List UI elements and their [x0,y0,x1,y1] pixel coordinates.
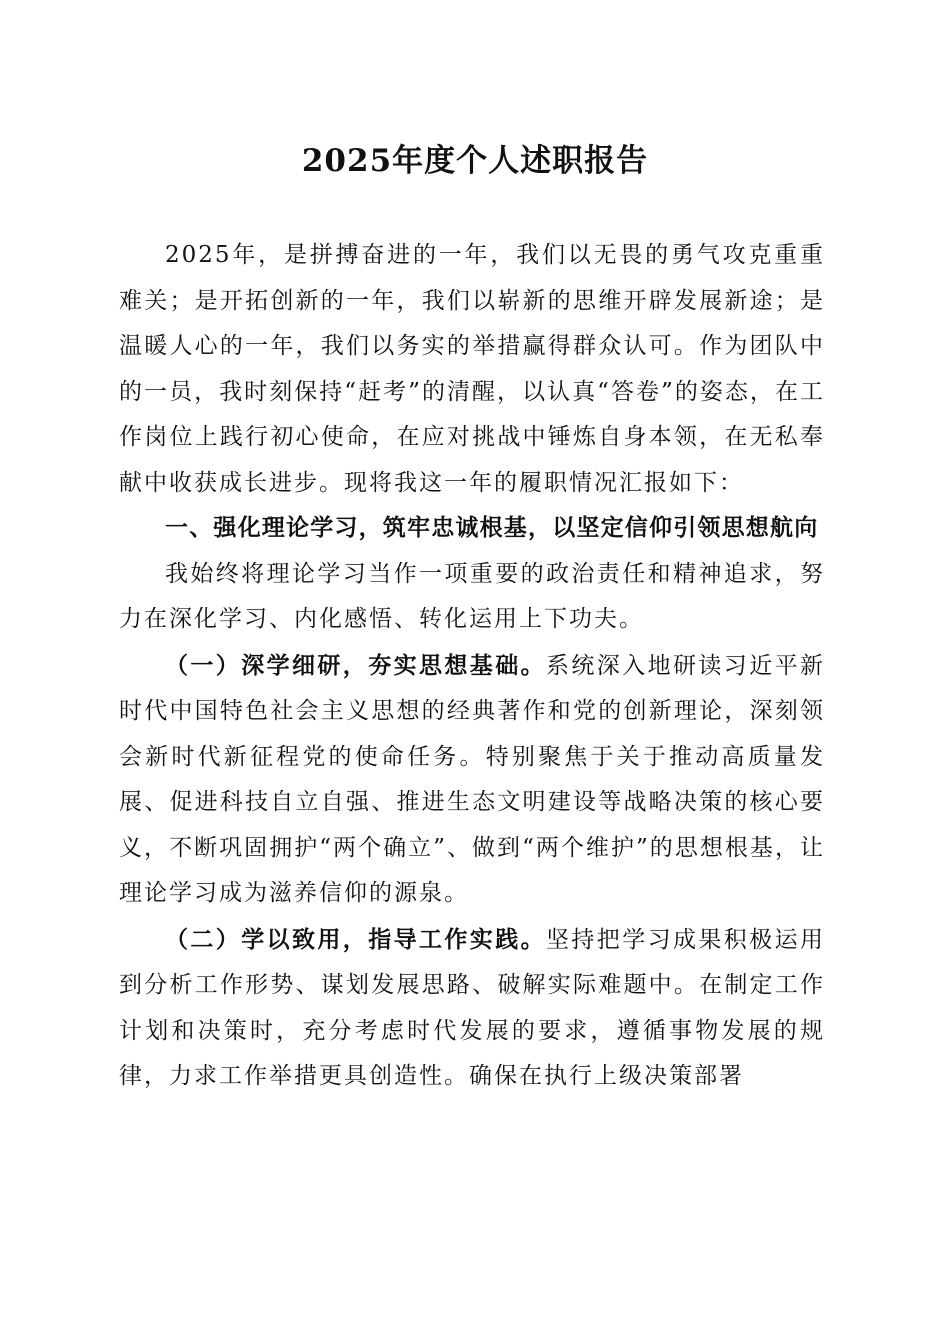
item-2-text: 坚持把学习成果积极运用到分析工作形势、谋划发展思路、破解实际难题中。在制定工作计划和决策时，充分考虑时代发展的要求，遵循事物发展的规律，力求工作举措更具创造性。确保在执行上级决策部署 [119,926,826,1089]
intro-paragraph: 2025年，是拼搏奋进的一年，我们以无畏的勇气攻克重重难关；是开拓创新的一年，我们以崭新的思维开辟发展新途；是温暖人心的一年，我们以务实的举措赢得群众认可。作为团队中的一员，我时刻保持“赶考”的清醒，以认真“答卷”的姿态，在工作岗位上践行初心使命，在应对挑战中锤炼自身本领，在无私奉献中收获成长进步。现将我这一年的履职情况汇报如下： [119,242,825,496]
item-1-lead: （一）深学细研，夯实思想基础。 [165,651,546,679]
section-1-item-2 [119,917,825,1100]
document-title: 2025年度个人述职报告 [301,143,649,179]
section-1-item-1 [119,643,825,917]
item-2-lead: （二）学以致用，指导工作实践。 [165,925,546,953]
section-1-summary: 我始终将理论学习当作一项重要的政治责任和精神追求，努力在深化学习、内化感悟、转化运用上下功夫。 [119,560,825,632]
section-1-heading: 一、强化理论学习，筑牢忠诚根基，以坚定信仰引领思想航向 [165,515,819,541]
item-1-text: 系统深入地研读习近平新时代中国特色社会主义思想的经典著作和党的创新理论，深刻领会新时代新征程党的使命任务。特别聚焦于关于推动高质量发展、促进科技自立自强、推进生态文明建设等战略决策的核心要义，不断巩固拥护“两个确立”、做到“两个维护”的思想根基，让理论学习成为滋养信仰的源泉。 [119,652,826,906]
document-body [119,233,825,1100]
